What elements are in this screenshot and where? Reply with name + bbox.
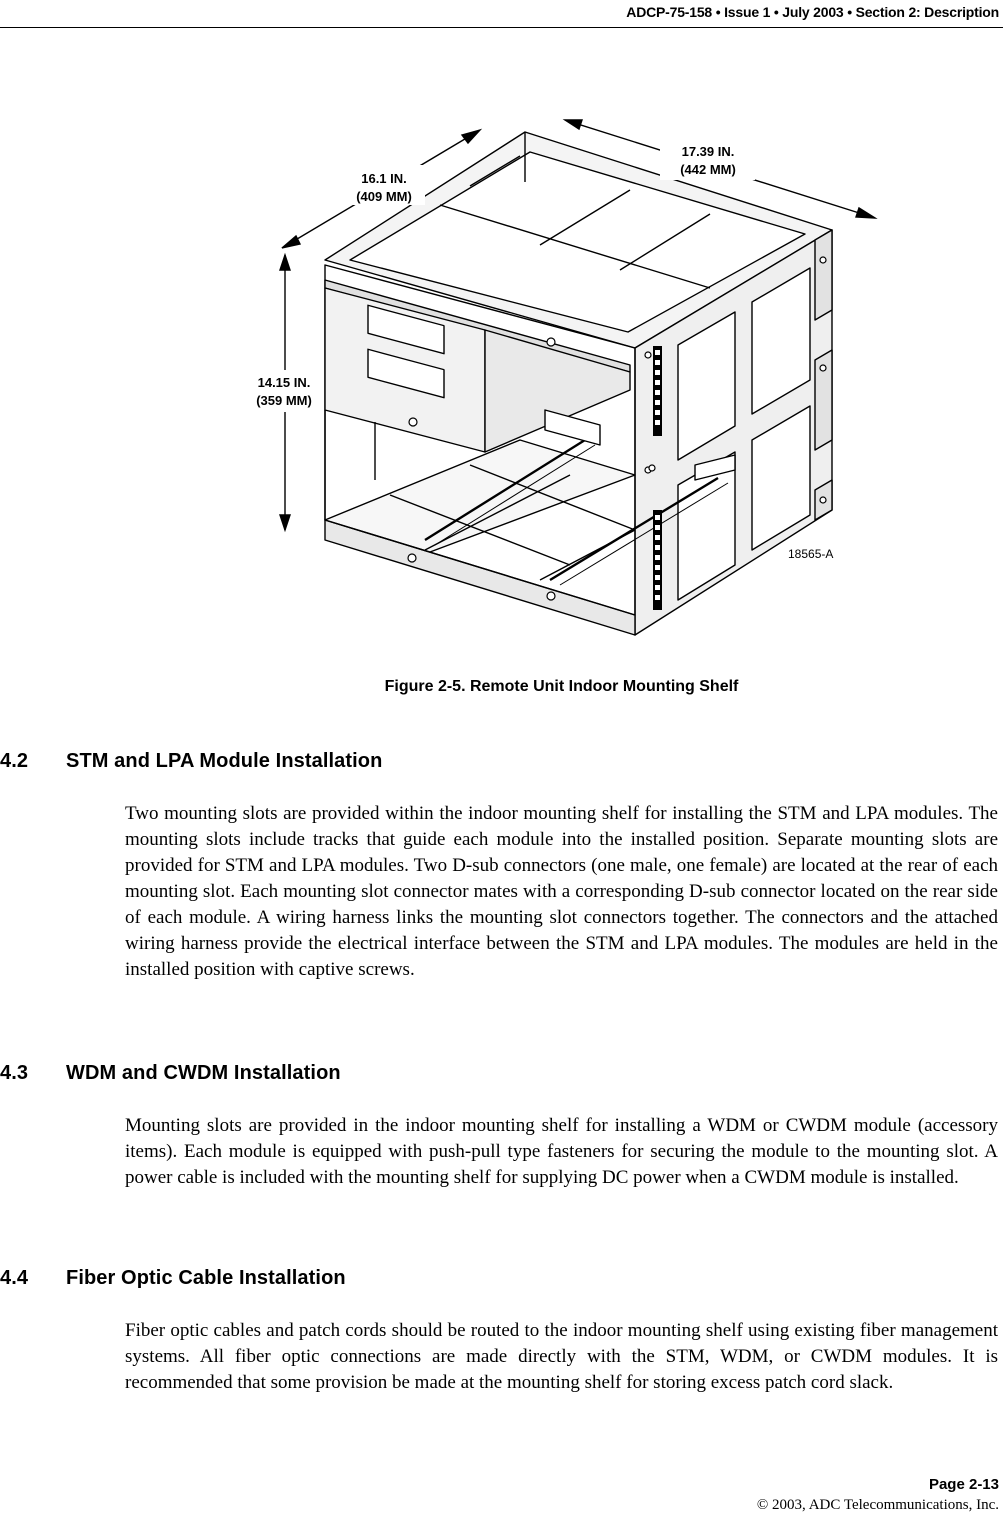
section-title: Fiber Optic Cable Installation xyxy=(66,1267,346,1289)
section-body-4-2: Two mounting slots are provided within the indoor mounting shelf for installing the STM and LPA modules. The mounting slots include tracks that guide each module into the installed position. Separate mounting slots are provided for STM and LPA modules. Two D-sub connectors (one male, one female) are located at the rear of each mounting slot. Each mounting slot connector mates with a corresponding D-sub connector located on the rear side of each module. A wiring harness links the mounting slot connectors together. The connectors and the attached wiring harness provide the electrical interface between the STM and LPA modules. The modules are held in the installed position with captive screws. xyxy=(125,803,998,980)
page-header xyxy=(0,0,1003,28)
copyright: © 2003, ADC Telecommunications, Inc. xyxy=(756,1497,999,1513)
section-title: WDM and CWDM Installation xyxy=(66,1062,341,1084)
section-number: 4.4 xyxy=(0,1267,29,1289)
section-number: 4.2 xyxy=(0,750,29,772)
section-body-4-3: Mounting slots are provided in the indoor mounting shelf for installing a WDM or CWDM module (accessory items). Each module is equipped with push-pull type fasteners for securing the module to the mounting slot. A power cable is included with the mounting shelf for supplying DC power when a CWDM module is installed. xyxy=(125,1115,998,1188)
running-title: ADCP-75-158 • Issue 1 • July 2003 • Section 2: Description xyxy=(626,4,999,20)
width-label-in: 17.39 IN. xyxy=(681,144,735,159)
section-title: STM and LPA Module Installation xyxy=(66,750,383,772)
header-rule xyxy=(0,27,1003,28)
mounting-shelf-drawing xyxy=(240,110,890,650)
drawing-id: 18565-A xyxy=(788,547,834,561)
width-label-mm: (442 MM) xyxy=(680,162,736,177)
mounting-shelf-figure xyxy=(240,110,890,650)
figure-caption xyxy=(0,678,1003,696)
section-number: 4.3 xyxy=(0,1062,29,1084)
section-body-4-4: Fiber optic cables and patch cords should be routed to the indoor mounting shelf using existing fiber management systems. All fiber optic connections are made directly with the STM, WDM, or CWDM modules. It is recommended that some provision be made at the mounting shelf for storing excess patch cord slack. xyxy=(125,1320,998,1393)
depth-label-mm: (409 MM) xyxy=(356,189,412,204)
height-label-in: 14.15 IN. xyxy=(257,375,311,390)
page-number: Page 2-13 xyxy=(928,1476,999,1493)
height-label-mm: (359 MM) xyxy=(256,393,312,408)
depth-label-in: 16.1 IN. xyxy=(361,171,407,186)
shelf-bottom-rail xyxy=(325,520,635,635)
figure-caption-text: Figure 2-5. Remote Unit Indoor Mounting Shelf xyxy=(384,678,739,695)
